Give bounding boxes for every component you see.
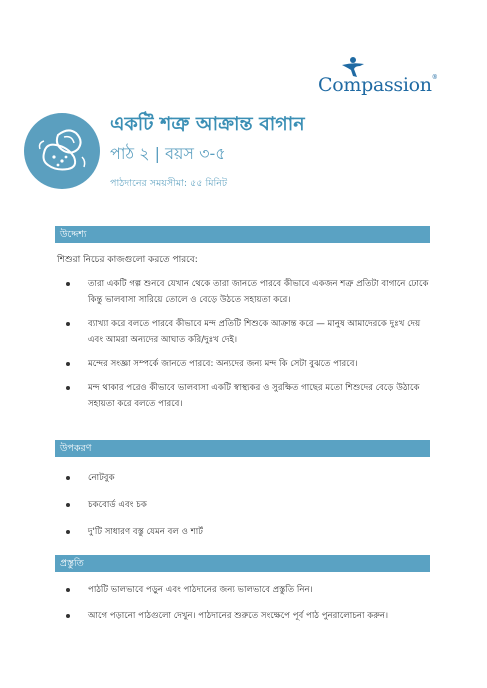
objectives-list xyxy=(60,276,430,412)
list-item: মন্দের সংজ্ঞা সম্পর্কে জানতে পারবে: অন্যদের জন্য মন্দ কি সেটা বুঝতে পারবে। xyxy=(60,356,430,372)
list-item: ব্যাখ্যা করে বলতে পারবে কীভাবে মন্দ প্রতিটি শিশুকে আক্রান্ত করে — মানুষ আমাদেরকে দুঃখ দেয় এবং আমরা অন্যদের আঘাত করি/দুঃখ দেই। xyxy=(60,316,430,348)
logo-wordmark: Compassion® xyxy=(318,74,438,96)
list-item: চকবোর্ড এবং চক xyxy=(60,497,430,513)
list-item: পাঠটি ভালভাবে পড়ুন এবং পাঠদানের জন্য ভালভাবে প্রস্তুতি নিন। xyxy=(60,582,430,598)
list-item: দু'টি সাধারণ বস্তু যেমন বল ও শার্ট xyxy=(60,524,430,540)
lesson-duration: পাঠদানের সময়সীমা: ৫৫ মিনিট xyxy=(110,178,228,189)
preparation-list xyxy=(60,582,430,624)
list-item: মন্দ থাকার পরেও কীভাবে ভালবাসা একটি স্বাস্থ্যকর ও সুরক্ষিত গাছের মতো শিশুদের বেড়ে উঠাকে সহায়তা করে বলতে পারবে। xyxy=(60,380,430,412)
objectives-intro: শিশুরা নিচের কাজগুলো করতে পারবে: xyxy=(57,255,198,265)
list-item: নোটবুক xyxy=(60,470,430,486)
seeds-icon xyxy=(24,113,100,189)
section-heading-objectives: উদ্দেশ্য xyxy=(55,226,430,243)
list-item: তারা একটি গল্প শুনবে যেখান থেকে তারা জানতে পারবে কীভাবে একজন শত্রু প্রতিটা বাগানে ঢোকে কিন্তু ভালবাসা সারিয়ে তোলে ও বেড়ে উঠতে সহায়তা করে। xyxy=(60,276,430,308)
lesson-title: একটি শত্রু আক্রান্ত বাগান xyxy=(110,113,305,135)
lesson-subtitle: পাঠ ২ | বয়স ৩-৫ xyxy=(110,144,226,163)
compassion-logo xyxy=(318,56,436,104)
section-heading-materials: উপকরণ xyxy=(55,440,430,457)
section-heading-preparation: প্রস্তুতি xyxy=(55,555,430,572)
materials-list xyxy=(60,470,430,540)
list-item: আগে পড়ানো পাঠগুলো দেখুন। পাঠদানের শুরুতে সংক্ষেপে পূর্ব পাঠ পুনরালোচনা করুন। xyxy=(60,608,430,624)
